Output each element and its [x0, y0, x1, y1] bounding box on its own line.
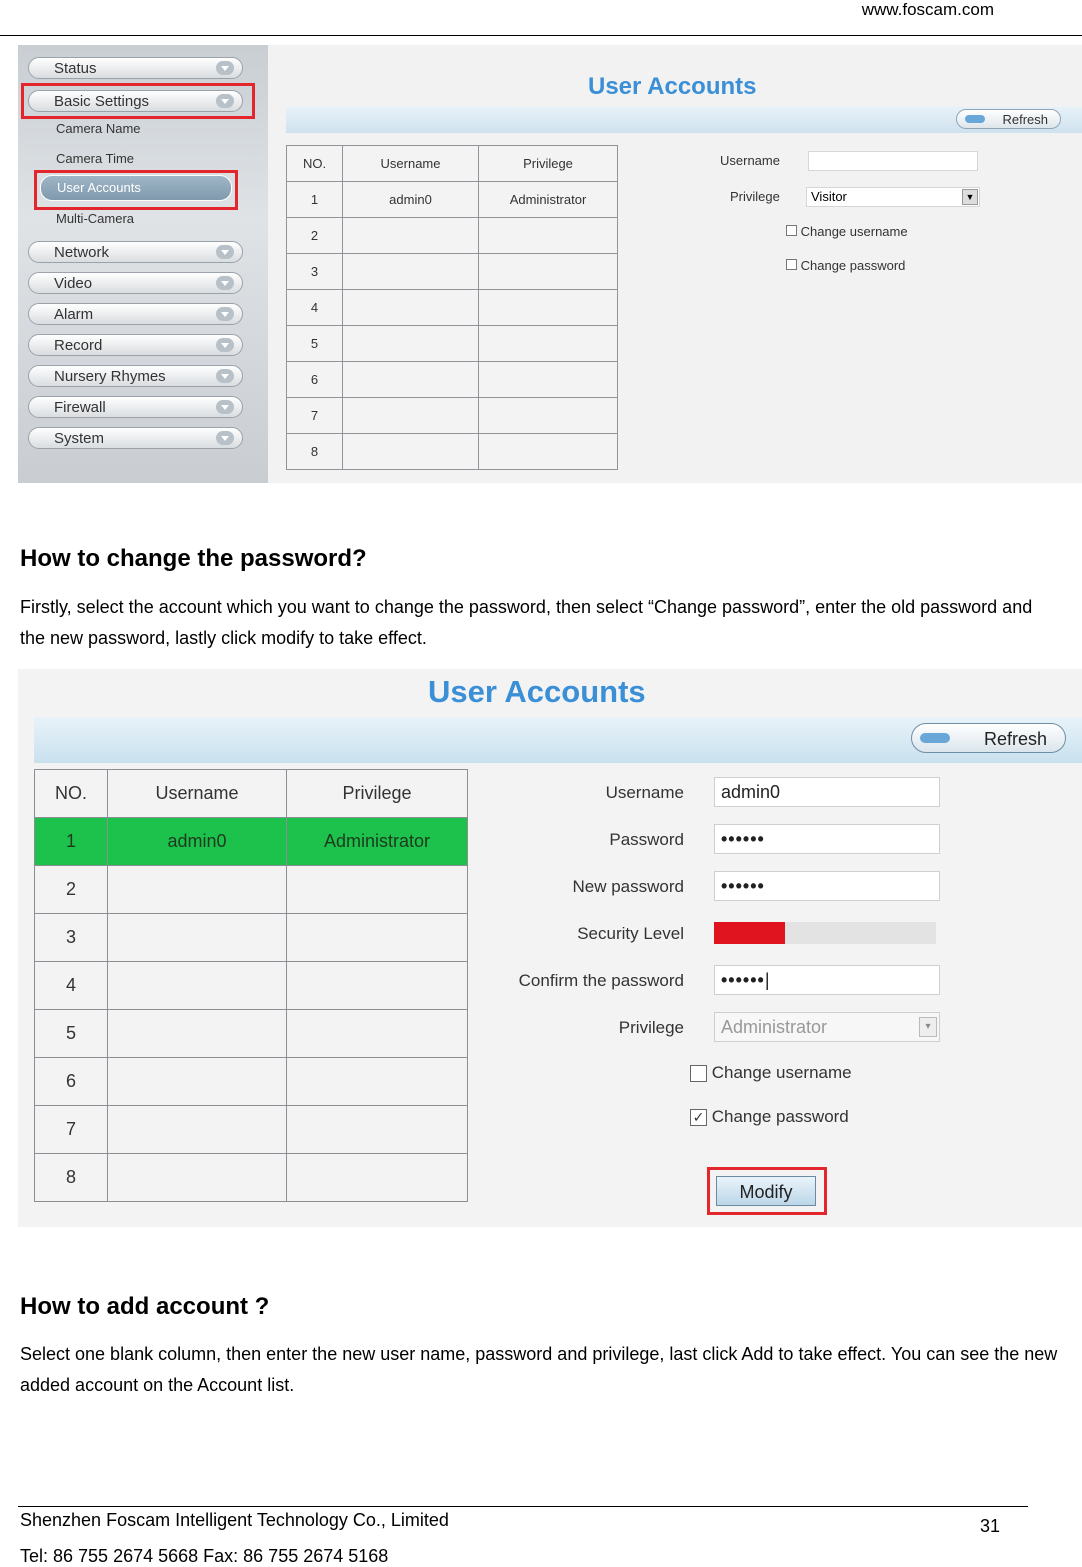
sidebar-item-video[interactable]: Video — [28, 272, 243, 294]
cell — [343, 326, 479, 362]
new-password-input[interactable]: •••••• — [714, 871, 940, 901]
footer-contact: Tel: 86 755 2674 5668 Fax: 86 755 2674 5168 — [20, 1546, 389, 1566]
cell: Administrator — [479, 182, 618, 218]
cell: 3 — [287, 254, 343, 290]
cell — [108, 962, 287, 1010]
table-row[interactable] — [287, 254, 618, 290]
header-divider — [0, 35, 1082, 36]
cell — [287, 1058, 468, 1106]
cell — [108, 1010, 287, 1058]
accounts-table — [286, 145, 618, 470]
dropdown-arrow-icon: ▼ — [962, 189, 978, 205]
refresh-button[interactable]: Refresh — [956, 109, 1061, 129]
cell — [343, 398, 479, 434]
chevron-down-icon — [216, 276, 234, 290]
cell: 8 — [35, 1154, 108, 1202]
column-header: NO. — [287, 146, 343, 182]
sidebar-item-alarm[interactable]: Alarm — [28, 303, 243, 325]
cell — [479, 434, 618, 470]
cell: 5 — [35, 1010, 108, 1058]
table-row[interactable] — [35, 1106, 468, 1154]
cell: 6 — [287, 362, 343, 398]
page-number: 31 — [980, 1516, 1001, 1536]
chevron-down-icon — [216, 245, 234, 259]
table-row[interactable] — [287, 218, 618, 254]
sidebar-item-firewall[interactable]: Firewall — [28, 396, 243, 418]
table-row[interactable] — [287, 290, 618, 326]
security-level-fill — [714, 922, 785, 944]
cell: 7 — [287, 398, 343, 434]
security-level-meter — [714, 922, 936, 944]
sidebar-item-record[interactable]: Record — [28, 334, 243, 356]
cell — [343, 434, 479, 470]
cell — [343, 290, 479, 326]
column-header: Privilege — [479, 146, 618, 182]
cell: Administrator — [287, 818, 468, 866]
cell — [479, 290, 618, 326]
sidebar-subitem-user-accounts-selected[interactable]: User Accounts — [40, 175, 232, 201]
screenshot-change-password — [18, 669, 1082, 1227]
cell — [108, 866, 287, 914]
sidebar-item-network[interactable]: Network — [28, 241, 243, 263]
footer-company: Shenzhen Foscam Intelligent Technology Co., Limited — [20, 1510, 449, 1530]
chevron-down-icon — [216, 400, 234, 414]
cell: 7 — [35, 1106, 108, 1154]
cell — [479, 326, 618, 362]
cell: 4 — [287, 290, 343, 326]
confirm-password-input[interactable]: ••••••| — [714, 965, 940, 995]
cell: admin0 — [343, 182, 479, 218]
sidebar-item-basic-settings[interactable]: Basic Settings — [28, 90, 243, 112]
section-heading-add-account: How to add account ? — [20, 1293, 270, 1320]
username-label: Username — [720, 153, 780, 168]
cell — [108, 1058, 287, 1106]
cell — [108, 1154, 287, 1202]
security-level-label: Security Level — [577, 924, 684, 943]
chevron-down-icon — [216, 431, 234, 445]
cell — [108, 914, 287, 962]
cell — [343, 362, 479, 398]
change-username-option[interactable]: Change username — [786, 224, 908, 239]
section-body-change-password: Firstly, select the account which you want to change the password, then select “Change password”, enter the old password and the new password, lastly click modify to take effect. — [20, 597, 1033, 648]
cell: admin0 — [108, 818, 287, 866]
change-password-option[interactable]: Change password — [786, 258, 905, 273]
chevron-down-icon — [216, 61, 234, 75]
highlight-user-accounts — [34, 170, 238, 210]
cell: 8 — [287, 434, 343, 470]
privilege-select-disabled: Administrator ▾ — [714, 1012, 940, 1042]
chevron-down-icon — [216, 307, 234, 321]
highlight-modify-button — [707, 1167, 827, 1215]
table-row[interactable] — [287, 326, 618, 362]
cell — [287, 1106, 468, 1154]
cell: 5 — [287, 326, 343, 362]
change-password-option[interactable]: ✓ Change password — [690, 1107, 849, 1127]
table-row[interactable] — [35, 1154, 468, 1202]
chevron-down-icon — [216, 338, 234, 352]
password-label: Password — [609, 830, 684, 849]
table-row[interactable] — [287, 434, 618, 470]
sidebar-subitem-camera-time[interactable]: Camera Time — [56, 151, 135, 166]
change-username-checkbox[interactable] — [786, 225, 797, 236]
column-header: Privilege — [287, 770, 468, 818]
cell — [108, 1106, 287, 1154]
username-input[interactable] — [808, 151, 978, 171]
cell — [479, 218, 618, 254]
cell — [479, 398, 618, 434]
change-password-checkbox[interactable]: ✓ — [690, 1109, 707, 1126]
cell: 1 — [287, 182, 343, 218]
cell: 1 — [35, 818, 108, 866]
table-row[interactable] — [287, 362, 618, 398]
column-header: Username — [343, 146, 479, 182]
privilege-select[interactable]: Visitor ▼ — [806, 187, 980, 207]
refresh-icon — [920, 733, 950, 743]
sidebar — [18, 45, 268, 483]
modify-button[interactable]: Modify — [716, 1176, 816, 1206]
column-header: NO. — [35, 770, 108, 818]
cell: 4 — [35, 962, 108, 1010]
column-header: Username — [108, 770, 287, 818]
cell: 6 — [35, 1058, 108, 1106]
page-title: User Accounts — [428, 674, 646, 709]
highlight-basic-settings — [21, 83, 255, 119]
sidebar-item-system[interactable]: System — [28, 427, 243, 449]
refresh-button[interactable]: Refresh — [911, 723, 1066, 753]
chevron-down-icon — [216, 369, 234, 383]
section-heading-change-password: How to change the password? — [20, 545, 367, 572]
section-body-add-account: Select one blank column, then enter the new user name, password and privilege, last click Add to take effect. You can see the new added account on the Account list. — [20, 1344, 1058, 1395]
cell — [479, 362, 618, 398]
password-input[interactable]: •••••• — [714, 824, 940, 854]
cell — [343, 218, 479, 254]
privilege-label: Privilege — [618, 1018, 684, 1037]
text-cursor: | — [764, 970, 771, 990]
dropdown-arrow-icon: ▾ — [919, 1017, 937, 1037]
cell — [287, 1154, 468, 1202]
cell: 2 — [287, 218, 343, 254]
change-username-checkbox[interactable] — [690, 1065, 707, 1082]
cell: 3 — [35, 914, 108, 962]
refresh-icon — [965, 115, 985, 123]
footer-divider — [18, 1506, 1028, 1507]
sidebar-subitem-camera-name[interactable]: Camera Name — [56, 121, 141, 136]
new-password-label: New password — [572, 877, 684, 896]
cell — [343, 254, 479, 290]
sidebar-item-nursery-rhymes[interactable]: Nursery Rhymes — [28, 365, 243, 387]
table-header-row — [287, 146, 618, 182]
change-username-option[interactable]: Change username — [690, 1063, 852, 1083]
privilege-label: Privilege — [730, 189, 780, 204]
sidebar-subitem-multi-camera[interactable]: Multi-Camera — [56, 211, 135, 226]
username-input[interactable]: admin0 — [714, 777, 940, 807]
table-row[interactable] — [35, 1058, 468, 1106]
cell — [479, 254, 618, 290]
sidebar-item-status[interactable]: Status — [28, 57, 243, 79]
table-row[interactable] — [287, 182, 618, 218]
table-row[interactable] — [287, 398, 618, 434]
website-url: www.foscam.com — [861, 0, 994, 19]
cell: 2 — [35, 866, 108, 914]
screenshot-user-accounts-nav — [18, 45, 1082, 483]
change-password-checkbox[interactable] — [786, 259, 797, 270]
confirm-password-label: Confirm the password — [518, 971, 684, 990]
username-label: Username — [605, 783, 684, 802]
page-title: User Accounts — [588, 73, 757, 100]
